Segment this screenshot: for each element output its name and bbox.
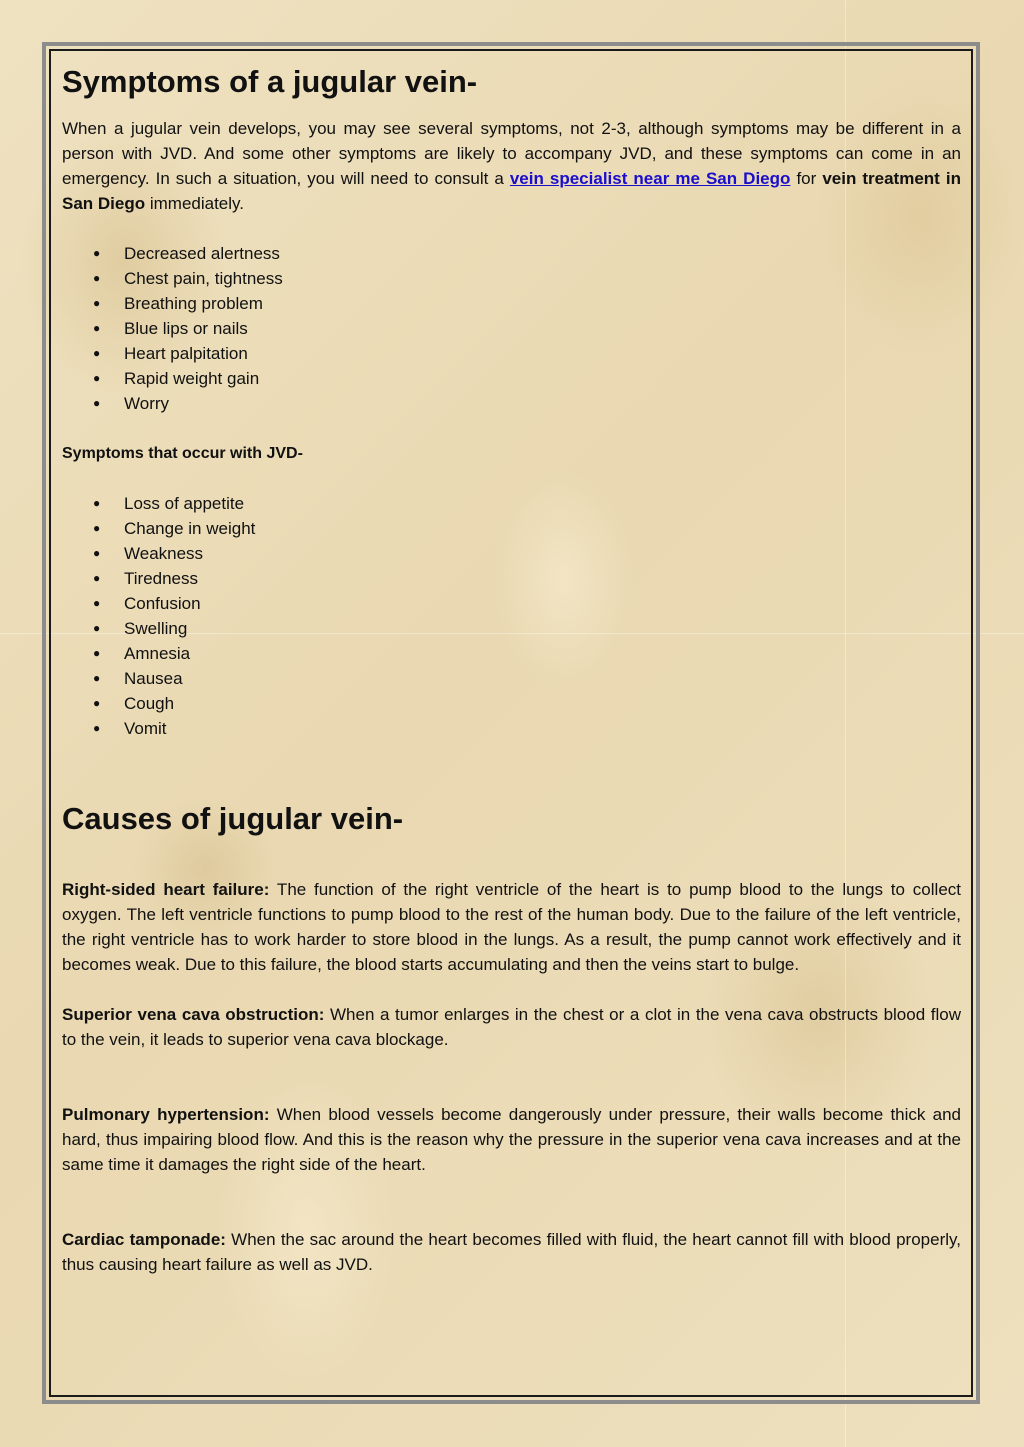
associated-symptoms-list [62,491,961,741]
list-item-label: Vomit [124,719,167,738]
list-item-label: Amnesia [124,644,191,663]
cause-superior-vena-cava-obstruction [62,1002,961,1052]
cause-cardiac-tamponade [62,1227,961,1277]
list-item [62,291,961,316]
list-item-label: Swelling [124,619,188,638]
list-item [62,266,961,291]
cause-label: Cardiac tamponade: [62,1230,226,1249]
bullet-icon: ● [93,521,101,535]
list-item-label: Tiredness [124,569,199,588]
vein-specialist-link[interactable]: vein specialist near me San Diego [509,169,791,188]
cause-text: When blood vessels become dangerously under pressure, their walls become thick and hard, thus impairing blood flow. And this is the reason why the pressure in the superior vena cava increases and at the same time it damages the right side of the heart. [62,1105,961,1174]
symptoms-intro [62,116,961,216]
list-item [62,341,961,366]
list-item [62,691,961,716]
list-item [62,716,961,741]
list-item-label: Change in weight [124,519,256,538]
bullet-icon: ● [93,496,101,510]
cause-label: Superior vena cava obstruction: [62,1005,325,1024]
list-item [62,616,961,641]
list-item-label: Confusion [124,594,201,613]
list-item [62,366,961,391]
bullet-icon: ● [93,571,101,585]
bullet-icon: ● [93,596,101,610]
associated-symptoms-subheading: Symptoms that occur with JVD- [62,445,303,462]
cause-label: Pulmonary hypertension: [62,1105,270,1124]
list-item-label: Rapid weight gain [124,369,260,388]
cause-pulmonary-hypertension [62,1102,961,1177]
bullet-icon: ● [93,346,101,360]
bullet-icon: ● [93,546,101,560]
list-item-label: Weakness [124,544,204,563]
bullet-icon: ● [93,321,101,335]
list-item [62,541,961,566]
bullet-icon: ● [93,371,101,385]
bullet-icon: ● [93,696,101,710]
intro-text-3: immediately. [145,194,245,213]
list-item [62,666,961,691]
cause-label: Right-sided heart failure: [62,880,270,899]
list-item-label: Decreased alertness [124,244,280,263]
list-item-label: Nausea [124,669,183,688]
list-item [62,566,961,591]
symptoms-heading: Symptoms of a jugular vein- [62,64,478,99]
bullet-icon: ● [93,246,101,260]
list-item [62,641,961,666]
cause-text: When the sac around the heart becomes filled with fluid, the heart cannot fill with blood properly, thus causing heart failure as well as JVD. [62,1230,961,1274]
list-item-label: Cough [124,694,175,713]
list-item-label: Chest pain, tightness [124,269,283,288]
list-item [62,591,961,616]
bullet-icon: ● [93,621,101,635]
list-item [62,241,961,266]
list-item-label: Heart palpitation [124,344,248,363]
bullet-icon: ● [93,721,101,735]
document-content [62,60,961,1277]
bullet-icon: ● [93,396,101,410]
list-item-label: Worry [124,394,170,413]
cause-right-sided-heart-failure [62,877,961,977]
list-item [62,316,961,341]
list-item-label: Breathing problem [124,294,263,313]
vein-treatment-bold: vein treatment in San Diego [62,169,961,213]
intro-text-2: for [790,169,823,188]
cause-text: When a tumor enlarges in the chest or a clot in the vena cava obstructs blood flow to the vein, it leads to superior vena cava blockage. [62,1005,961,1049]
bullet-icon: ● [93,671,101,685]
bullet-icon: ● [93,271,101,285]
list-item-label: Blue lips or nails [124,319,248,338]
bullet-icon: ● [93,646,101,660]
bullet-icon: ● [93,296,101,310]
list-item [62,491,961,516]
list-item [62,391,961,416]
intro-text-1: When a jugular vein develops, you may see several symptoms, not 2-3, although symptoms may be different in a person with JVD. And some other symptoms are likely to accompany JVD, and these symptoms can come in an emergency. In such a situation, you will need to consult a [62,119,961,188]
symptoms-list [62,241,961,416]
cause-text: The function of the right ventricle of the heart is to pump blood to the lungs to collect oxygen. The left ventricle functions to pump blood to the rest of the human body. Due to the failure of the left ventricle, the right ventricle has to work harder to store blood in the lungs. As a result, the pump cannot work effectively and it becomes weak. Due to this failure, the blood starts accumulating and then the veins start to bulge. [62,880,961,974]
list-item [62,516,961,541]
causes-heading: Causes of jugular vein- [62,801,404,836]
list-item-label: Loss of appetite [124,494,245,513]
